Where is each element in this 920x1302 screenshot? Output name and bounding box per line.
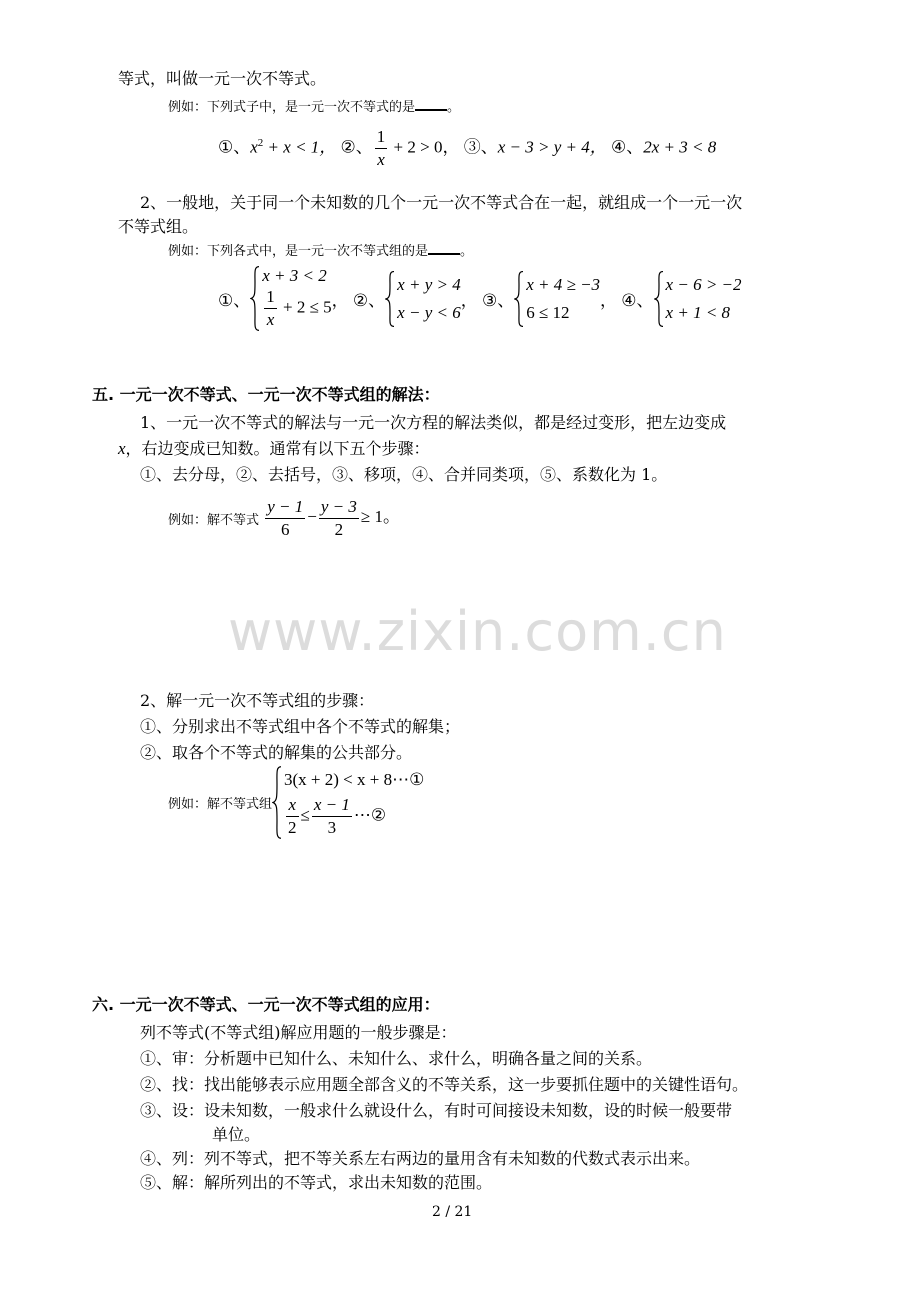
example-1	[168, 96, 460, 115]
operator: −	[307, 507, 317, 527]
text-line: 不等式组。	[118, 217, 199, 236]
answer-blank	[428, 241, 460, 255]
system-row: x + y > 4	[397, 274, 461, 294]
system-row: x + 3 < 2	[262, 266, 327, 285]
fraction	[375, 126, 388, 171]
text-line: ③、设：设未知数，一般求什么就设什么，有时可间接设未知数，设的时候一般要带	[140, 1101, 733, 1120]
answer-blank	[415, 97, 447, 111]
system-row: x − y < 6	[397, 302, 461, 322]
system-row	[262, 286, 331, 331]
system-row: x − 6 > −2	[665, 274, 742, 294]
punct: 。	[460, 244, 474, 259]
text-line: ①、分别求出不等式组中各个不等式的解集；	[140, 717, 461, 736]
punct: ，	[600, 291, 618, 310]
numerator: 1	[264, 286, 277, 309]
text-line	[118, 436, 430, 459]
example-label: 例如：下列式子中，是一元一次不等式的是	[168, 100, 416, 115]
numerator: 1	[375, 126, 388, 149]
denominator: x	[377, 150, 385, 169]
system-3	[514, 271, 600, 327]
expr: + x < 1，	[263, 137, 337, 157]
example-label: 例如：解不等式	[168, 513, 260, 528]
section-heading-6: 六. 一元一次不等式、一元一次不等式组的应用：	[92, 995, 440, 1014]
item-number: ②、	[340, 137, 373, 157]
example-3	[168, 496, 400, 541]
system-row	[284, 794, 424, 839]
example-label: 例如：解不等式组	[168, 797, 273, 812]
text-line: ⑤、解：解所列出的不等式，求出未知数的范围。	[140, 1173, 493, 1192]
numerator: y − 1	[265, 496, 305, 519]
example-label: 例如：下列各式中，是一元一次不等式组的是	[168, 244, 429, 259]
brace-icon	[654, 271, 664, 327]
operator: ≤	[300, 805, 310, 825]
system-row: x + 4 ≥ −3	[526, 274, 601, 294]
item-number: ①、	[218, 137, 251, 157]
denominator: 6	[281, 520, 290, 539]
fraction	[319, 496, 359, 541]
expr: 2x + 3 < 8	[643, 137, 717, 157]
system-4	[654, 271, 742, 327]
denominator: x	[266, 310, 275, 329]
text-line: 列不等式(不等式组)解应用题的一般步骤是：	[140, 1023, 457, 1042]
expr-sup: 2	[257, 136, 264, 149]
text-line: 1、一元一次不等式的解法与一元一次方程的解法类似，都是经过变形，把左边变成	[140, 413, 727, 432]
item-number: ③、	[481, 291, 515, 310]
item-number: ①、	[218, 291, 251, 310]
example-1-expressions	[218, 126, 716, 171]
text-line: ②、取各个不等式的解集的公共部分。	[140, 743, 413, 762]
item-number: ④、	[621, 291, 654, 310]
expr: x	[250, 137, 258, 157]
system-2	[385, 271, 461, 327]
variable-x: x	[118, 439, 126, 458]
item-number: ②、	[352, 291, 386, 310]
brace-icon	[250, 266, 260, 331]
system-row: 3(x + 2) < x + 8⋯①	[284, 770, 425, 789]
text-line: 单位。	[212, 1125, 261, 1144]
text-line: 2、解一元一次不等式组的步骤：	[140, 691, 375, 710]
system-example-4	[272, 766, 424, 839]
section-heading-5: 五. 一元一次不等式、一元一次不等式组的解法：	[92, 385, 440, 404]
expr: + 2 ≤ 5	[278, 297, 332, 317]
text-line: ①、去分母，②、去括号，③、移项，④、合并同类项，⑤、系数化为 1。	[140, 465, 668, 484]
expr: ⋯②	[353, 805, 387, 825]
punct: ，	[460, 291, 478, 310]
punct: ，	[331, 291, 349, 310]
watermark: www.zixin.com.cn	[228, 600, 727, 663]
numerator: y − 3	[319, 496, 359, 519]
fraction	[265, 496, 305, 541]
text-line: ④、列：列不等式，把不等关系左右两边的量用含有未知数的代数式表示出来。	[140, 1149, 701, 1168]
denominator: 2	[334, 520, 344, 539]
brace-icon	[385, 271, 395, 327]
expr: ≥ 1。	[360, 507, 401, 527]
text-line: 2、一般地，关于同一个未知数的几个一元一次不等式合在一起，就组成一个一元一次	[140, 193, 743, 212]
text: ，右边变成已知数。通常有以下五个步骤：	[125, 439, 430, 458]
numerator: x − 1	[312, 794, 352, 817]
item-number: ④、	[611, 137, 644, 157]
example-2-systems	[218, 266, 742, 331]
text-line: ②、找：找出能够表示应用题全部含义的不等关系，这一步要抓住题中的关键性语句。	[140, 1075, 749, 1094]
system-row: 6 ≤ 12	[526, 302, 570, 322]
denominator: 2	[288, 818, 297, 837]
item-number: ③、	[463, 137, 498, 157]
example-4	[168, 766, 424, 839]
numerator: x	[286, 794, 299, 817]
punct: 。	[447, 100, 461, 115]
page-number: 2 / 21	[432, 1204, 473, 1220]
denominator: 3	[327, 818, 337, 837]
brace-icon	[272, 766, 282, 839]
system-row: x + 1 < 8	[665, 302, 731, 322]
system-1	[250, 266, 331, 331]
expr: x − 3 > y + 4，	[497, 137, 607, 157]
text-line: 等式，叫做一元一次不等式。	[118, 69, 327, 88]
brace-icon	[514, 271, 524, 327]
expr: + 2 > 0，	[389, 137, 460, 157]
example-2	[168, 240, 473, 259]
text-line: ①、审：分析题中已知什么、未知什么、求什么，明确各量之间的关系。	[140, 1049, 653, 1068]
